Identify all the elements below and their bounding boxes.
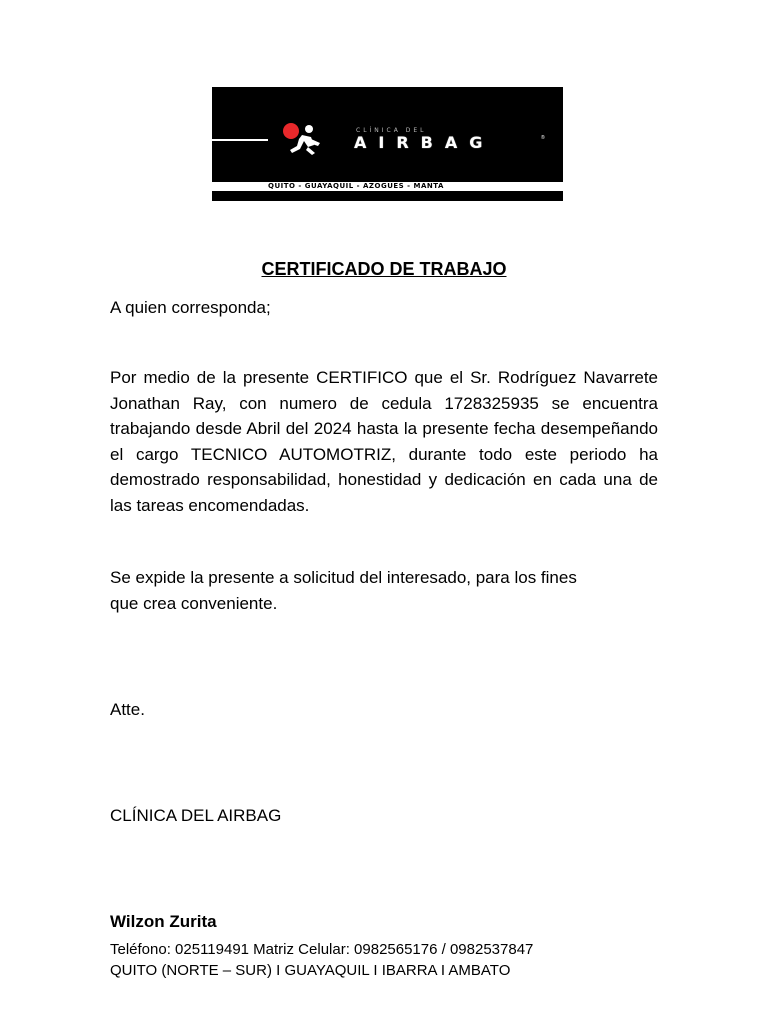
purpose-line-2: que crea conveniente. <box>110 594 278 613</box>
signer-name: Wilzon Zurita <box>110 912 217 931</box>
document-title: CERTIFICADO DE TRABAJO <box>261 259 507 279</box>
company-logo <box>212 87 563 201</box>
logo-cities-band: QUITO - GUAYAQUIL - AZOGUES - MANTA <box>212 182 563 191</box>
certificate-body-paragraph: Por medio de la presente CERTIFICO que el Sr. Rodríguez Navarrete Jonathan Ray, con numero de cedula 1728325935 se encuentra trabajando desde Abril del 2024 hasta la presente fecha desempeñando el cargo TECNICO AUTOMOTRIZ, durante todo este periodo ha demostrado responsabilidad, honestidad y dedicación en cada una de las tareas encomendadas. <box>110 368 658 515</box>
contact-phones: Teléfono: 025119491 Matriz Celular: 0982565176 / 0982537847 <box>110 941 534 958</box>
logo-wordmark: AIRBAG <box>354 133 495 152</box>
logo-line <box>212 139 268 141</box>
branch-locations: QUITO (NORTE – SUR) I GUAYAQUIL I IBARRA I AMBATO <box>110 962 511 979</box>
closing: Atte. <box>110 700 145 719</box>
airbag-figure-icon <box>278 119 328 159</box>
company-name: CLÍNICA DEL AIRBAG <box>110 806 282 825</box>
purpose-line-1: Se expide la presente a solicitud del interesado, para los fines <box>110 568 577 587</box>
logo-trademark: ® <box>541 135 545 141</box>
salutation: A quien corresponda; <box>110 298 271 317</box>
logo-subtitle: CLÍNICA DEL <box>356 127 427 134</box>
